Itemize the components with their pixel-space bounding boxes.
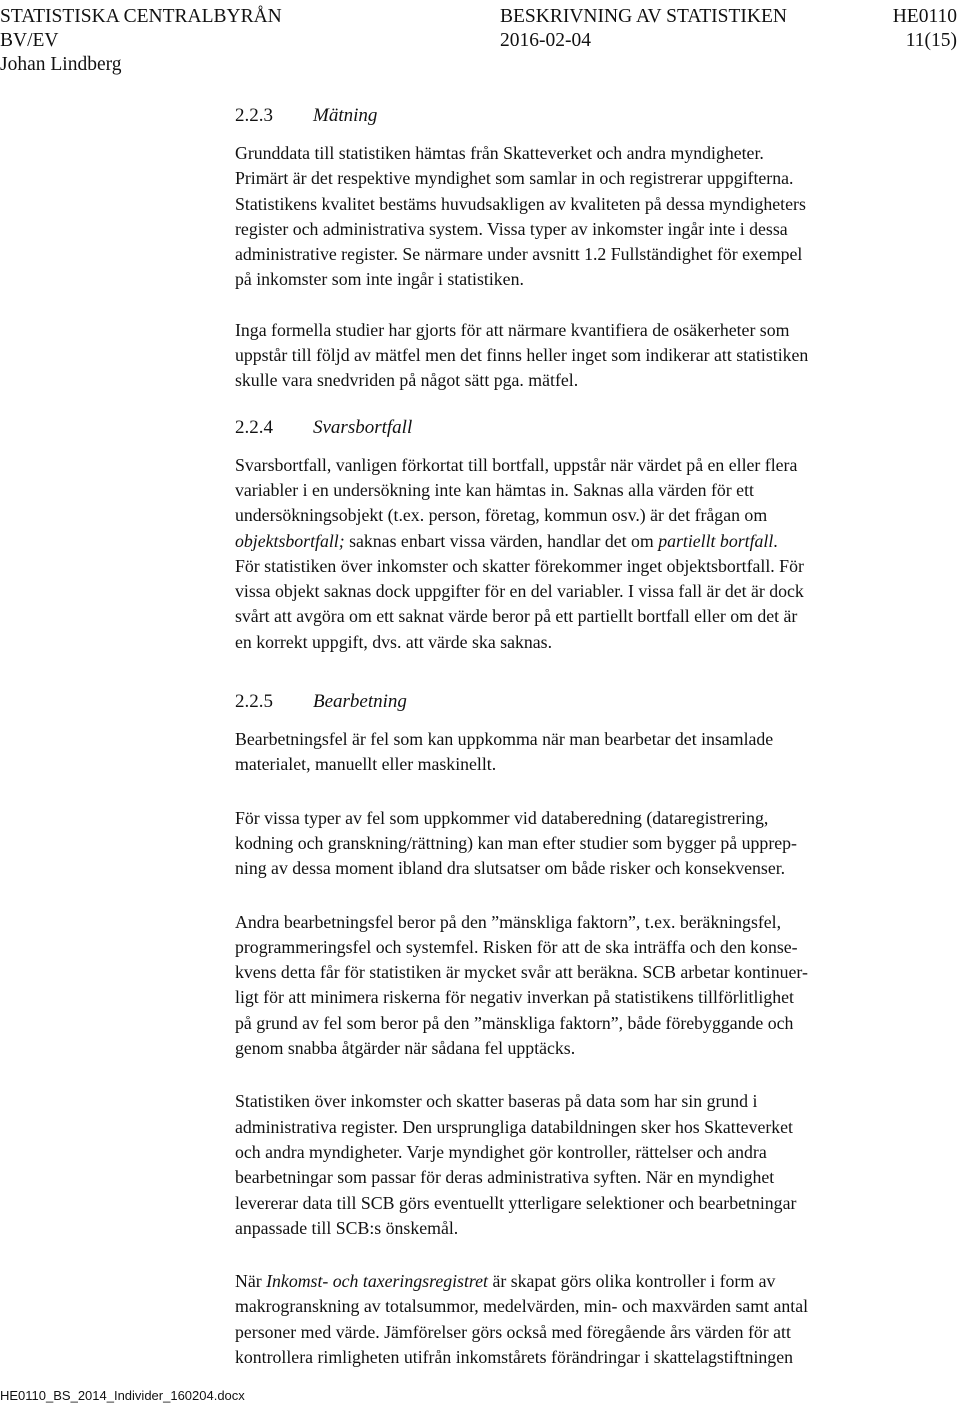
- header-page-number: 11(15): [905, 30, 957, 51]
- header-doc-type: BESKRIVNING AV STATISTIKEN: [500, 6, 787, 27]
- section-heading-svarsbortfall: [235, 416, 951, 440]
- emphasis-partiellt-bortfall: partiellt bortfall: [658, 530, 774, 551]
- header-date: 2016-02-04: [500, 30, 591, 51]
- footer-filename: HE0110_BS_2014_Individer_160204.docx: [0, 1388, 245, 1403]
- text-line: Andra bearbetningsfel beror på den ”mänskliga faktorn”, t.ex. beräkningsfel,: [235, 911, 782, 932]
- text-line: på inkomster som inte ingår i statistiken.: [235, 269, 524, 290]
- text-fragment: är skapat görs olika kontroller i form av: [488, 1271, 776, 1292]
- section-number: 2.2.3: [235, 105, 273, 126]
- text-line: vissa objekt saknas dock uppgifter för en del variabler. I vissa fall är det är dock: [235, 581, 804, 602]
- text-line: programmeringsfel och systemfel. Risken för att de ska inträffa och den konse-: [235, 936, 798, 957]
- header-code: HE0110: [892, 6, 957, 27]
- text-line: administrative register. Se närmare under avsnitt 1.2 Fullständighet för exempel: [235, 244, 803, 265]
- section-title: Mätning: [313, 105, 378, 126]
- paragraph-bearbetning-3: [235, 910, 951, 1062]
- text-line: undersökningsobjekt (t.ex. person, företag, kommun osv.) är det frågan om: [235, 505, 768, 526]
- header-author: Johan Lindberg: [0, 54, 122, 75]
- text-line: Svarsbortfall, vanligen förkortat till bortfall, uppstår när värdet på en eller flera: [235, 454, 798, 475]
- header-middle: [500, 5, 787, 53]
- text-line: register och administrativa system. Vissa typer av inkomster ingår inte i dessa: [235, 218, 788, 239]
- text-fragment: saknas enbart vissa värden, handlar det om: [344, 530, 659, 551]
- text-line: kontrollera rimligheten utifrån inkomstårets förändringar i skattelagstiftningen: [235, 1346, 793, 1367]
- section-heading-bearbetning: [235, 690, 951, 714]
- text-line: kvens detta får för statistiken är mycket svår att beräkna. SCB arbetar kontinuer-: [235, 962, 808, 983]
- text-fragment: .: [773, 530, 778, 551]
- text-line: kodning och granskning/rättning) kan man efter studier som bygger på upprep-: [235, 832, 797, 853]
- text-fragment: När: [235, 1271, 267, 1292]
- text-line: genom snabba åtgärder när sådana fel upptäcks.: [235, 1038, 576, 1059]
- section-heading-matning: [235, 104, 951, 128]
- paragraph-matning-1: [235, 141, 951, 293]
- text-line: personer med värde. Jämförelser görs också med föregående års värden för att: [235, 1321, 791, 1342]
- emphasis-register-name: Inkomst- och taxeringsregistret: [266, 1271, 489, 1292]
- text-line: Grunddata till statistiken hämtas från Skatteverket och andra myndigheter.: [235, 143, 764, 163]
- paragraph-bearbetning-1: [235, 727, 951, 778]
- text-line: Bearbetningsfel är fel som kan uppkomma när man bearbetar det insamlade: [235, 729, 774, 750]
- paragraph-bearbetning-2: [235, 806, 951, 882]
- text-line: Statistikens kvalitet bestäms huvudsakligen av kvaliteten på dessa myndigheters: [235, 193, 806, 214]
- emphasis-objektsbortfall: objektsbortfall;: [235, 530, 345, 551]
- section-number: 2.2.5: [235, 691, 273, 713]
- text-line: ligt för att minimera riskerna för negativ inverkan på statistikens tillförlitlighet: [235, 987, 794, 1008]
- text-line: anpassade till SCB:s önskemål.: [235, 1217, 459, 1238]
- text-line: svårt att avgöra om ett saknat värde beror på ett partiellt bortfall eller om det är: [235, 606, 798, 627]
- text-line: Statistiken över inkomster och skatter baseras på data som har sin grund i: [235, 1091, 758, 1112]
- text-line: skulle vara snedvriden på något sätt pga. mätfel.: [235, 370, 579, 391]
- paragraph-svarsbortfall: [235, 453, 951, 655]
- header-left: [0, 5, 282, 77]
- text-line: För vissa typer av fel som uppkommer vid databeredning (dataregistrering,: [235, 807, 769, 828]
- text-line: Inga formella studier har gjorts för att närmare kvantifiera de osäkerheter som: [235, 319, 790, 340]
- section-number: 2.2.4: [235, 416, 273, 438]
- text-line: makrogranskning av totalsummor, medelvärden, min- och maxvärden samt antal: [235, 1296, 809, 1317]
- header-org: STATISTISKA CENTRALBYRÅN: [0, 6, 282, 27]
- paragraph-bearbetning-5: [235, 1269, 951, 1370]
- text-line: på grund av fel som beror på den ”mänskliga faktorn”, både förebyggande och: [235, 1012, 794, 1033]
- text-line: bearbetningar som passar för deras administrativa syften. När en myndighet: [235, 1167, 775, 1188]
- text-line: och andra myndigheter. Varje myndighet gör kontroller, rättelser och andra: [235, 1141, 767, 1162]
- text-line: Primärt är det respektive myndighet som samlar in och registrerar uppgifterna.: [235, 168, 794, 189]
- paragraph-bearbetning-4: [235, 1089, 951, 1241]
- text-line: levererar data till SCB görs eventuellt ytterligare selektioner och bearbetningar: [235, 1192, 797, 1213]
- text-line: variabler i en undersökning inte kan hämtas in. Saknas alla värden för ett: [235, 479, 754, 500]
- section-title: Bearbetning: [313, 691, 407, 713]
- text-line: administrativa register. Den ursprungliga databildningen sker hos Skatteverket: [235, 1116, 793, 1137]
- text-line: [235, 531, 778, 551]
- section-title: Svarsbortfall: [313, 416, 413, 438]
- text-line: en korrekt uppgift, dvs. att värde ska saknas.: [235, 631, 553, 652]
- header-right: [893, 5, 957, 53]
- paragraph-matning-2: [235, 318, 951, 394]
- text-line: [235, 1271, 775, 1291]
- header-unit: BV/EV: [0, 30, 59, 51]
- document-body: [235, 104, 951, 1370]
- text-line: För statistiken över inkomster och skatter förekommer inget objektsbortfall. För: [235, 555, 804, 576]
- text-line: uppstår till följd av mätfel men det finns heller inget som indikerar att statistiken: [235, 345, 809, 366]
- text-line: ning av dessa moment ibland dra slutsatser om både risker och konsekvenser.: [235, 858, 786, 879]
- text-line: materialet, manuellt eller maskinellt.: [235, 754, 497, 775]
